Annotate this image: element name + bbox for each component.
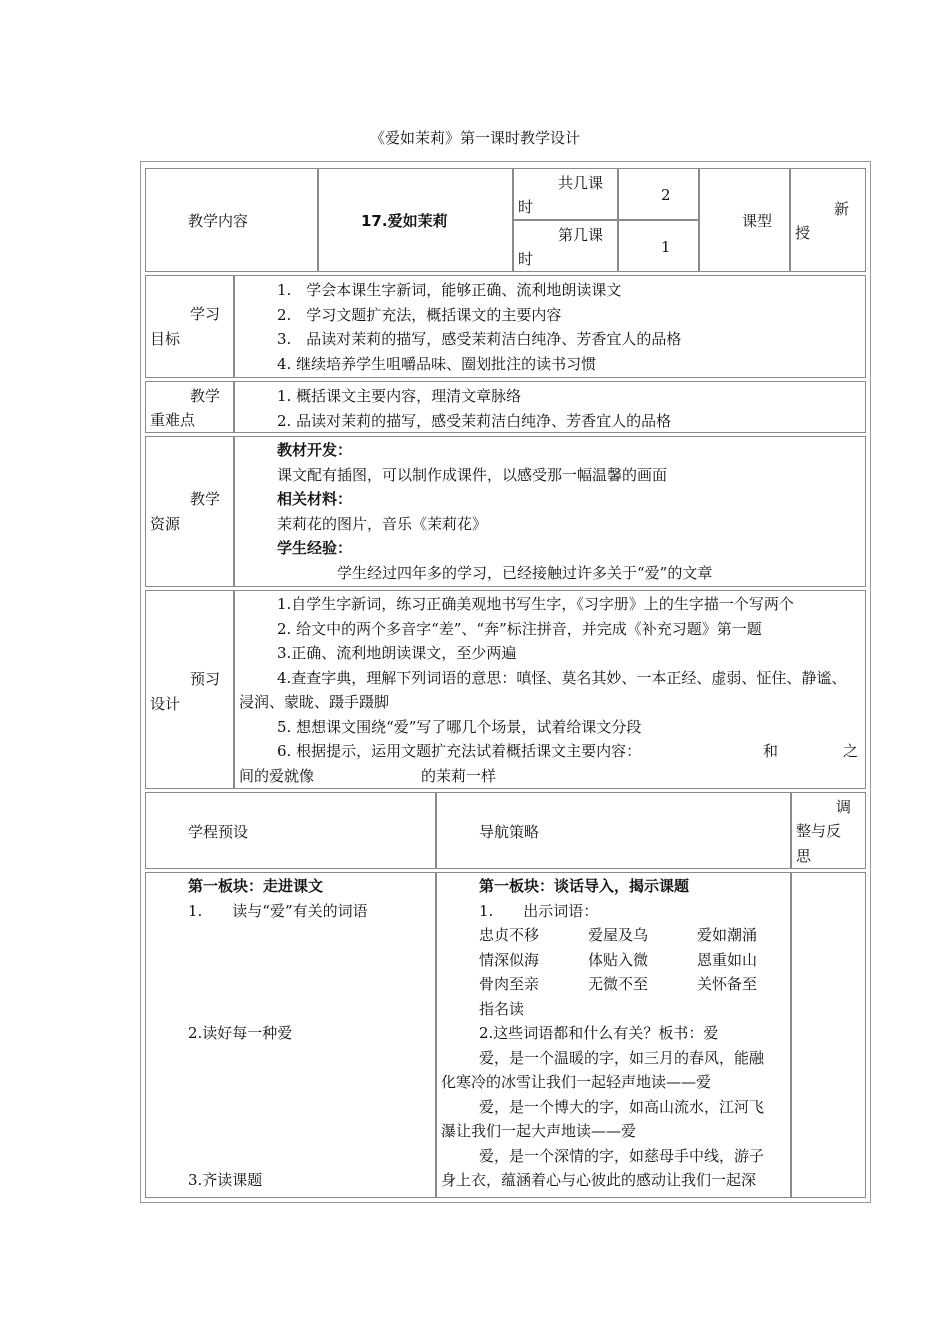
right-block-heading: 第一板块：谈话导入，揭示课题 <box>479 877 690 895</box>
key-points-label: 教学 <box>190 387 221 405</box>
left-block-heading: 第一板块：走进课文 <box>188 877 324 895</box>
current-period-value-cell <box>618 220 699 272</box>
preview-line: 2. 给文中的两个多音字“差”、“奔”标注拼音，并完成《补充习题》第一题 <box>277 619 762 638</box>
current-period-label: 第几课 <box>558 226 604 244</box>
resources-label: 教学 <box>190 490 221 508</box>
content-label-cell <box>145 168 318 272</box>
preview-blank-word: 和 <box>763 742 779 760</box>
resources-label-2: 资源 <box>150 515 181 533</box>
process-col3-header-cell <box>791 792 866 869</box>
lesson-plan-table <box>140 161 871 1203</box>
preview-line: 间的爱就像 <box>239 766 315 785</box>
document-title: 《爱如茉莉》第一课时教学设计 <box>369 129 580 147</box>
right-step-2: 2.这些词语都和什么有关？板书：爱 <box>479 1024 719 1042</box>
key-points-label-2: 重难点 <box>150 411 196 429</box>
word-item: 忠贞不移 <box>479 926 540 944</box>
resource-heading-materials: 相关材料： <box>277 490 353 508</box>
resources-content-cell <box>234 436 866 587</box>
preview-blank-word: 之 <box>843 742 859 760</box>
process-col2-header-cell <box>436 792 791 869</box>
word-item: 骨肉至亲 <box>479 975 540 993</box>
left-step-3: 3.齐读课题 <box>188 1171 263 1189</box>
type-value-2: 授 <box>795 224 811 242</box>
goals-content-cell <box>234 275 866 378</box>
preview-content-cell <box>234 590 866 789</box>
preview-line: 4.查查字典，理解下列词语的意思：嗔怪、莫名其妙、一本正经、虚弱、怔住、静谧、 <box>277 668 847 687</box>
process-right-cell <box>436 872 791 1198</box>
process-left-cell <box>145 872 436 1198</box>
resource-text: 课文配有插图，可以制作成课件，以感受那一幅温馨的画面 <box>277 465 668 484</box>
left-step-2: 2.读好每一种爱 <box>188 1024 293 1042</box>
process-col2-header: 导航策略 <box>479 823 540 841</box>
right-step-1: 1. 出示词语： <box>479 901 599 920</box>
process-col3-header-3: 思 <box>796 847 812 865</box>
preview-label: 预习 <box>190 670 221 688</box>
preview-line: 5. 想想课文围绕“爱”写了哪几个场景，试着给课文分段 <box>277 717 642 736</box>
paragraph-line: 瀑让我们一起大声地读——爱 <box>441 1122 637 1140</box>
type-label-cell <box>699 168 790 272</box>
paragraph-line: 化寒冷的冰雪让我们一起轻声地读——爱 <box>441 1073 712 1091</box>
word-item: 恩重如山 <box>697 950 758 969</box>
goals-label: 学习 <box>190 305 221 323</box>
word-item: 情深似海 <box>479 950 540 969</box>
content-value-cell <box>318 168 513 272</box>
paragraph-line: 爱，是一个深情的字，如慈母手中线，游子 <box>479 1146 765 1165</box>
paragraph-line: 爱，是一个温暖的字，如三月的春风，能融 <box>479 1048 765 1067</box>
type-value-cell <box>790 168 866 272</box>
goal-item: 4. 继续培养学生咀嚼品味、圈划批注的读书习惯 <box>277 354 597 373</box>
process-col3-header-2: 整与反 <box>796 822 842 840</box>
word-item: 爱屋及乌 <box>588 926 649 944</box>
goal-item: 3. 品读对茉莉的描写，感受茉莉洁白纯净、芳香宜人的品格 <box>277 330 682 348</box>
process-reflection-cell <box>791 872 866 1198</box>
goal-item: 2. 学习文题扩充法，概括课文的主要内容 <box>277 305 562 324</box>
process-col1-header-cell <box>145 792 436 869</box>
preview-line: 3.正确、流利地朗读课文，至少两遍 <box>277 644 517 662</box>
current-period-label-cell <box>513 220 618 272</box>
word-item: 无微不至 <box>588 975 649 993</box>
left-step-1: 1. 读与“爱”有关的词语 <box>188 901 368 920</box>
total-periods-label: 共几课 <box>558 174 604 192</box>
preview-label-cell <box>145 590 234 789</box>
preview-line: 的茉莉一样 <box>421 766 497 785</box>
preview-label-2: 设计 <box>150 695 181 713</box>
current-period-label-2: 时 <box>518 250 534 268</box>
call-to-read: 指名读 <box>479 999 525 1018</box>
total-periods-label-cell <box>513 168 618 220</box>
key-point-item: 2. 品读对茉莉的描写，感受茉莉洁白纯净、芳香宜人的品格 <box>277 411 672 430</box>
goal-item: 1. 学会本课生字新词，能够正确、流利地朗读课文 <box>277 281 622 299</box>
type-value: 新 <box>834 200 850 218</box>
resource-text: 茉莉花的图片，音乐《茉莉花》 <box>277 514 488 533</box>
key-points-content-cell <box>234 381 866 433</box>
total-periods-value-cell <box>618 168 699 220</box>
resources-label-cell <box>145 436 234 587</box>
lesson-title: 17.爱如茉莉 <box>361 212 448 230</box>
content-label: 教学内容 <box>188 212 249 230</box>
resource-text: 学生经过四年多的学习，已经接触过许多关于“爱”的文章 <box>337 563 713 582</box>
resource-heading-experience: 学生经验： <box>277 539 353 557</box>
goals-label-cell <box>145 275 234 378</box>
word-item: 爱如潮涌 <box>697 926 758 944</box>
current-period-value: 1 <box>661 238 671 256</box>
word-item: 体贴入微 <box>588 950 649 969</box>
type-label: 课型 <box>742 212 773 230</box>
preview-line: 6. 根据提示，运用文题扩充法试着概括课文主要内容： <box>277 742 642 760</box>
preview-line: 1.自学生字新词，练习正确美观地书写生字，《习字册》上的生字描一个写两个 <box>277 595 794 613</box>
paragraph-line: 爱，是一个博大的字，如高山流水，江河飞 <box>479 1097 765 1116</box>
resource-heading-textbook: 教材开发： <box>277 441 353 459</box>
process-col3-header: 调 <box>836 798 852 816</box>
paragraph-line: 身上衣，蕴涵着心与心彼此的感动让我们一起深 <box>441 1171 757 1189</box>
total-periods-value: 2 <box>661 186 671 204</box>
key-points-label-cell <box>145 381 234 433</box>
key-point-item: 1. 概括课文主要内容，理清文章脉络 <box>277 387 522 405</box>
process-col1-header: 学程预设 <box>188 823 249 841</box>
total-periods-label-2: 时 <box>518 198 534 216</box>
word-item: 关怀备至 <box>697 975 758 993</box>
goals-label-2: 目标 <box>150 330 181 348</box>
preview-line: 浸润、蒙眬、蹑手蹑脚 <box>239 693 390 711</box>
